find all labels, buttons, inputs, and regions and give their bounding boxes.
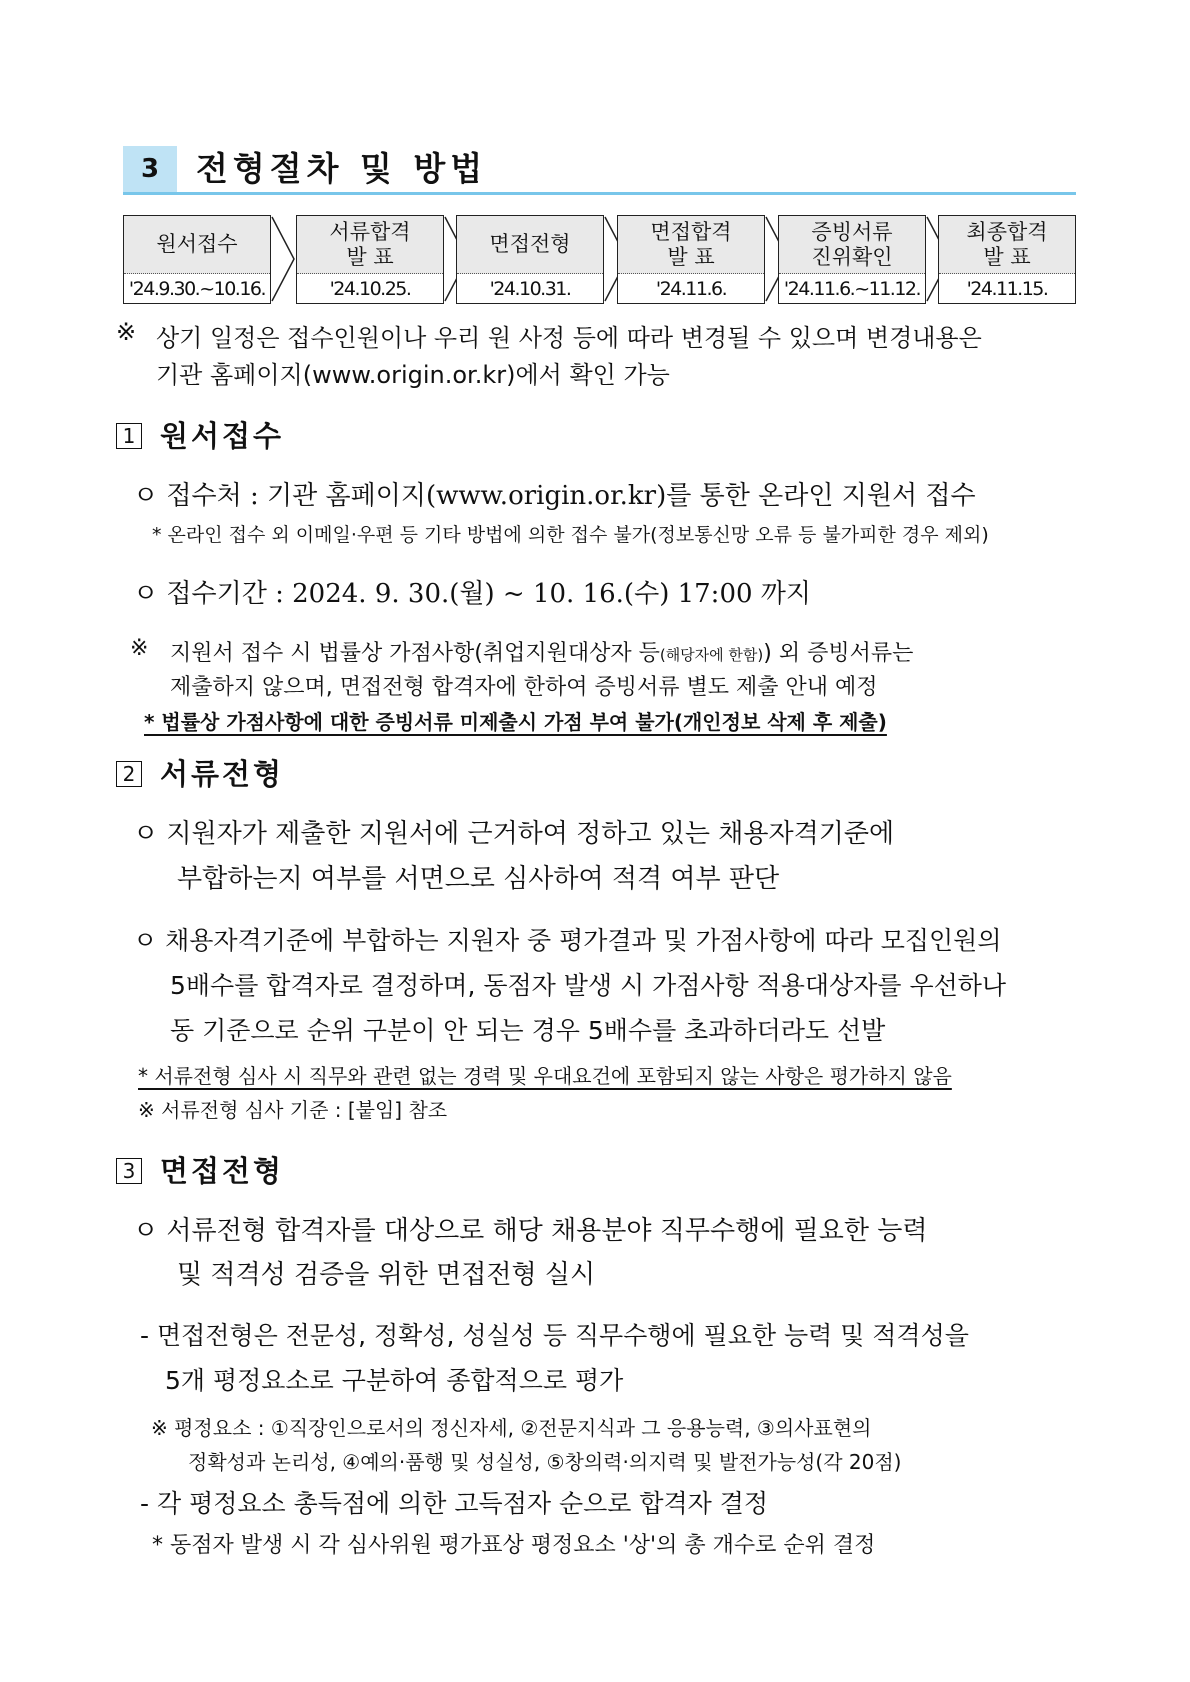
flow-step-date: '24.10.31.	[489, 277, 571, 300]
section-number: 3	[123, 146, 177, 192]
flow-step-name: 원서접수	[124, 216, 270, 274]
section-underline	[123, 192, 1076, 195]
flow-step-date: '24.10.25.	[329, 277, 411, 300]
chevron-right-icon	[270, 215, 296, 303]
flow-step-name: 면접전형	[457, 216, 603, 274]
schedule-note-mark: ※	[116, 318, 137, 346]
note-mark: ※	[130, 636, 149, 661]
flow-step-final-result	[938, 215, 1076, 304]
note-bonus-line2: 제출하지 않으며, 면접전형 합격자에 한하여 증빙서류 별도 제출 안내 예정	[170, 675, 878, 700]
flow-step-application	[123, 215, 271, 304]
flow-step-date: '24.9.30.~10.16.	[128, 277, 266, 300]
flow-step-name: 서류합격 발 표	[297, 216, 443, 274]
flow-step-document-result	[296, 215, 444, 304]
bullet-document-review-line1: ㅇ 지원자가 제출한 지원서에 근거하여 정하고 있는 채용자격기준에	[133, 819, 895, 849]
subsection-number-box: 1	[116, 423, 142, 449]
note-bonus-line1	[170, 636, 913, 667]
dash-interview-criteria-line2: 5개 평정요소로 구분하여 종합적으로 평가	[165, 1366, 624, 1395]
section-title: 전형절차 및 방법	[196, 149, 488, 188]
bullet-document-pass-line1: ㅇ 채용자격기준에 부합하는 지원자 중 평가결과 및 가점사항에 따라 모집인원의	[133, 926, 1002, 955]
dash-interview-criteria-line1: - 면접전형은 전문성, 정확성, 성실성 등 직무수행에 필요한 능력 및 적격성을	[140, 1321, 969, 1350]
subsection-title: 서류전형	[160, 757, 285, 791]
bullet-interview-line1: ㅇ 서류전형 합격자를 대상으로 해당 채용분야 직무수행에 필요한 능력	[133, 1216, 928, 1246]
note-document-criteria-warning: * 서류전형 심사 시 직무와 관련 없는 경력 및 우대요건에 포함되지 않는 사항은 평가하지 않음	[138, 1064, 952, 1088]
flow-step-date: '24.11.6.~11.12.	[783, 277, 921, 300]
bullet-application-site: ㅇ 접수처 : 기관 홈페이지(www.origin.or.kr)를 통한 온라인 지원서 접수	[133, 481, 976, 511]
note-bonus-text-a: 지원서 접수 시 법률상 가점사항(취업지원대상자 등	[170, 641, 660, 666]
bullet-interview-line2: 및 적격성 검증을 위한 면접전형 실시	[177, 1260, 596, 1290]
note-evaluation-factors-line2: 정확성과 논리성, ④예의·품행 및 성실성, ⑤창의력·의지력 및 발전가능성(각 20점)	[188, 1450, 902, 1474]
note-document-criteria-ref: ※ 서류전형 심사 기준 : [붙임] 참조	[138, 1098, 448, 1122]
flow-step-name: 면접합격 발 표	[618, 216, 764, 274]
flow-step-interview-result	[617, 215, 765, 304]
note-bonus-text-b: ) 외 증빙서류는	[763, 641, 914, 666]
dash-final-decision: - 각 평정요소 총득점에 의한 고득점자 순으로 합격자 결정	[140, 1489, 769, 1518]
flow-step-name: 최종합격 발 표	[939, 216, 1075, 274]
schedule-note-line1: 상기 일정은 접수인원이나 우리 원 사정 등에 따라 변경될 수 있으며 변경내용은	[156, 324, 982, 352]
flow-step-verification	[778, 215, 926, 304]
bullet-document-pass-line2: 5배수를 합격자로 결정하며, 동점자 발생 시 가점사항 적용대상자를 우선하나	[170, 971, 1007, 1000]
bullet-document-pass-line3: 동 기준으로 순위 구분이 안 되는 경우 5배수를 초과하더라도 선발	[170, 1016, 886, 1045]
note-bonus-text-small: (해당자에 한함)	[659, 646, 764, 664]
flow-step-interview	[456, 215, 604, 304]
note-bonus-warning: * 법률상 가점사항에 대한 증빙서류 미제출시 가점 부여 불가(개인정보 삭제 후 제출)	[144, 710, 887, 734]
flow-step-date: '24.11.6.	[655, 277, 727, 300]
note-evaluation-factors-line1: ※ 평정요소 : ①직장인으로서의 정신자세, ②전문지식과 그 응용능력, ③의사표현의	[151, 1416, 872, 1440]
subsection-title: 면접전형	[160, 1154, 285, 1188]
note-tie-breaker: * 동점자 발생 시 각 심사위원 평가표상 평정요소 '상'의 총 개수로 순위 결정	[152, 1533, 876, 1558]
flow-step-date: '24.11.15.	[966, 277, 1048, 300]
bullet-document-review-line2: 부합하는지 여부를 서면으로 심사하여 적격 여부 판단	[177, 864, 780, 894]
bullet-application-period: ㅇ 접수기간 : 2024. 9. 30.(월) ~ 10. 16.(수) 17:00 까지	[133, 579, 812, 609]
schedule-note-line2: 기관 홈페이지(www.origin.or.kr)에서 확인 가능	[156, 361, 670, 389]
subsection-title: 원서접수	[160, 419, 285, 453]
flow-step-name: 증빙서류 진위확인	[779, 216, 925, 274]
subsection-number-box: 3	[116, 1158, 142, 1184]
note-online-only: * 온라인 접수 외 이메일·우편 등 기타 방법에 의한 접수 불가(정보통신망 오류 등 불가피한 경우 제외)	[152, 524, 989, 546]
subsection-number-box: 2	[116, 761, 142, 787]
